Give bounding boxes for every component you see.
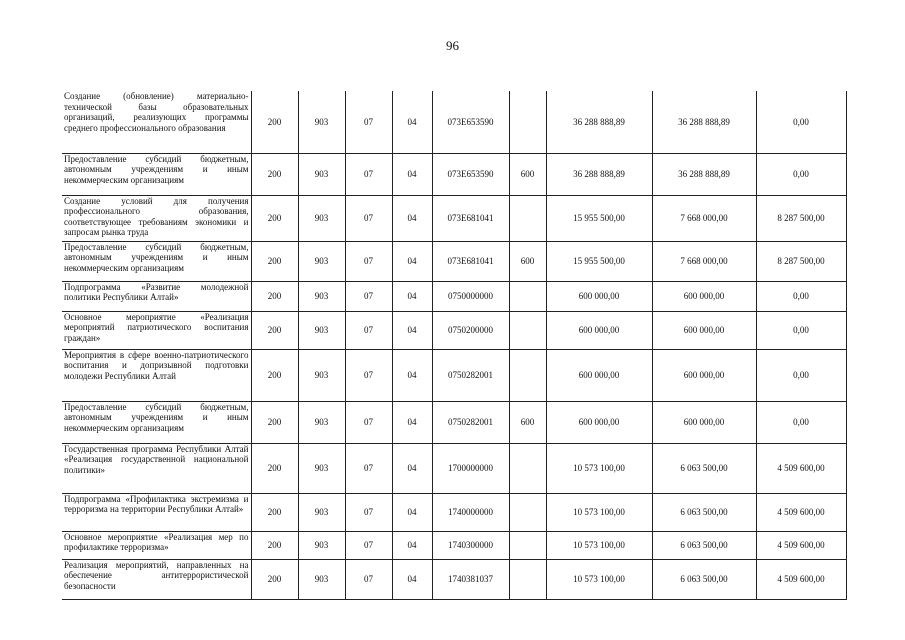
cell-ministry-code: 903: [298, 349, 345, 401]
cell-ministry-code: 903: [298, 493, 345, 531]
cell-target-code: 1740300000: [432, 531, 509, 559]
cell-sum-total: 600 000,00: [546, 281, 652, 311]
cell-ministry-code: 903: [298, 443, 345, 493]
cell-subsection: 04: [392, 153, 432, 195]
cell-name: Подпрограмма «Профилактика экстремизма и терроризма на территории Республики Алтай»: [62, 493, 251, 531]
cell-target-code: 0750282001: [432, 401, 509, 443]
cell-subsection: 04: [392, 195, 432, 241]
cell-expense-type: 600: [509, 241, 546, 281]
budget-table: [62, 91, 847, 600]
table-row: [62, 443, 846, 493]
cell-section: 07: [345, 401, 392, 443]
cell-target-code: 073Е653590: [432, 153, 509, 195]
table-row: [62, 281, 846, 311]
cell-sum-total: 10 573 100,00: [546, 493, 652, 531]
cell-section: 07: [345, 91, 392, 153]
cell-sum-federal: 600 000,00: [652, 349, 756, 401]
cell-subsection: 04: [392, 493, 432, 531]
cell-ministry-code: 903: [298, 241, 345, 281]
cell-col-1: 200: [251, 401, 298, 443]
cell-sum-federal: 6 063 500,00: [652, 443, 756, 493]
cell-col-1: 200: [251, 559, 298, 599]
cell-expense-type: [509, 195, 546, 241]
table-body: [62, 91, 846, 599]
cell-section: 07: [345, 153, 392, 195]
table-row: [62, 559, 846, 599]
cell-expense-type: 600: [509, 401, 546, 443]
cell-subsection: 04: [392, 241, 432, 281]
cell-ministry-code: 903: [298, 531, 345, 559]
cell-section: 07: [345, 559, 392, 599]
cell-ministry-code: 903: [298, 311, 345, 349]
cell-col-1: 200: [251, 443, 298, 493]
cell-expense-type: [509, 311, 546, 349]
cell-sum-federal: 36 288 888,89: [652, 91, 756, 153]
cell-expense-type: [509, 531, 546, 559]
cell-target-code: 1700000000: [432, 443, 509, 493]
cell-expense-type: [509, 559, 546, 599]
cell-name: Предоставление субсидий бюджетным, автономным учреждениям и иным некоммерческим организациям: [62, 153, 251, 195]
table-row: [62, 531, 846, 559]
cell-sum-regional: 4 509 600,00: [756, 559, 846, 599]
cell-sum-federal: 6 063 500,00: [652, 531, 756, 559]
cell-sum-federal: 7 668 000,00: [652, 195, 756, 241]
table-row: [62, 349, 846, 401]
cell-sum-regional: 4 509 600,00: [756, 493, 846, 531]
table-row: [62, 241, 846, 281]
cell-expense-type: [509, 493, 546, 531]
cell-expense-type: [509, 91, 546, 153]
cell-section: 07: [345, 349, 392, 401]
cell-sum-federal: 6 063 500,00: [652, 493, 756, 531]
cell-sum-federal: 600 000,00: [652, 401, 756, 443]
cell-sum-total: 36 288 888,89: [546, 91, 652, 153]
cell-target-code: 1740381037: [432, 559, 509, 599]
cell-expense-type: [509, 349, 546, 401]
cell-name: Предоставление субсидий бюджетным, автономным учреждениям и иным некоммерческим организациям: [62, 401, 251, 443]
cell-subsection: 04: [392, 311, 432, 349]
cell-sum-regional: 0,00: [756, 281, 846, 311]
cell-target-code: 0750282001: [432, 349, 509, 401]
cell-section: 07: [345, 311, 392, 349]
cell-sum-federal: 600 000,00: [652, 311, 756, 349]
cell-sum-total: 15 955 500,00: [546, 241, 652, 281]
cell-section: 07: [345, 241, 392, 281]
cell-sum-total: 600 000,00: [546, 401, 652, 443]
cell-name: Основное мероприятие «Реализация мер по профилактике терроризма»: [62, 531, 251, 559]
cell-sum-regional: 4 509 600,00: [756, 443, 846, 493]
cell-name: Предоставление субсидий бюджетным, автономным учреждениям и иным некоммерческим организациям: [62, 241, 251, 281]
cell-col-1: 200: [251, 531, 298, 559]
cell-name: Создание (обновление) материально-технической базы образовательных организаций, реализующих программы среднего профессионального образования: [62, 91, 251, 153]
cell-sum-federal: 600 000,00: [652, 281, 756, 311]
cell-col-1: 200: [251, 241, 298, 281]
cell-sum-federal: 7 668 000,00: [652, 241, 756, 281]
cell-sum-regional: 0,00: [756, 91, 846, 153]
cell-col-1: 200: [251, 195, 298, 241]
cell-subsection: 04: [392, 531, 432, 559]
cell-sum-total: 10 573 100,00: [546, 443, 652, 493]
cell-sum-total: 10 573 100,00: [546, 559, 652, 599]
cell-sum-regional: 0,00: [756, 401, 846, 443]
cell-sum-regional: 0,00: [756, 349, 846, 401]
cell-sum-total: 36 288 888,89: [546, 153, 652, 195]
table-row: [62, 401, 846, 443]
cell-col-1: 200: [251, 493, 298, 531]
cell-section: 07: [345, 493, 392, 531]
cell-col-1: 200: [251, 153, 298, 195]
cell-section: 07: [345, 195, 392, 241]
cell-section: 07: [345, 531, 392, 559]
cell-subsection: 04: [392, 443, 432, 493]
cell-subsection: 04: [392, 91, 432, 153]
table-row: [62, 311, 846, 349]
cell-ministry-code: 903: [298, 559, 345, 599]
table-row: [62, 153, 846, 195]
cell-subsection: 04: [392, 559, 432, 599]
cell-name: Создание условий для получения профессионального образования, соответствующее требованиям экономики и запросам рынка труда: [62, 195, 251, 241]
cell-name: Государственная программа Республики Алтай «Реализация государственной национальной политики»: [62, 443, 251, 493]
page-number: 96: [446, 38, 459, 53]
cell-expense-type: 600: [509, 153, 546, 195]
cell-ministry-code: 903: [298, 153, 345, 195]
cell-target-code: 1740000000: [432, 493, 509, 531]
cell-col-1: 200: [251, 281, 298, 311]
cell-subsection: 04: [392, 281, 432, 311]
cell-target-code: 073Е681041: [432, 241, 509, 281]
cell-subsection: 04: [392, 349, 432, 401]
cell-sum-total: 600 000,00: [546, 311, 652, 349]
cell-sum-regional: 8 287 500,00: [756, 195, 846, 241]
cell-target-code: 073Е653590: [432, 91, 509, 153]
cell-section: 07: [345, 443, 392, 493]
cell-expense-type: [509, 443, 546, 493]
cell-sum-total: 600 000,00: [546, 349, 652, 401]
cell-sum-regional: 4 509 600,00: [756, 531, 846, 559]
cell-col-1: 200: [251, 349, 298, 401]
cell-name: Подпрограмма «Развитие молодежной политики Республики Алтай»: [62, 281, 251, 311]
cell-sum-federal: 36 288 888,89: [652, 153, 756, 195]
cell-col-1: 200: [251, 91, 298, 153]
cell-sum-total: 15 955 500,00: [546, 195, 652, 241]
cell-sum-federal: 6 063 500,00: [652, 559, 756, 599]
cell-target-code: 0750000000: [432, 281, 509, 311]
cell-name: Основное мероприятие «Реализация мероприятий патриотического воспитания граждан»: [62, 311, 251, 349]
cell-expense-type: [509, 281, 546, 311]
cell-name: Реализация мероприятий, направленных на обеспечение антитеррористической безопасности: [62, 559, 251, 599]
cell-ministry-code: 903: [298, 281, 345, 311]
cell-ministry-code: 903: [298, 91, 345, 153]
cell-sum-regional: 0,00: [756, 153, 846, 195]
cell-ministry-code: 903: [298, 401, 345, 443]
cell-subsection: 04: [392, 401, 432, 443]
cell-sum-regional: 0,00: [756, 311, 846, 349]
cell-sum-total: 10 573 100,00: [546, 531, 652, 559]
table-row: [62, 91, 846, 153]
cell-target-code: 0750200000: [432, 311, 509, 349]
table-row: [62, 195, 846, 241]
cell-section: 07: [345, 281, 392, 311]
cell-col-1: 200: [251, 311, 298, 349]
cell-sum-regional: 8 287 500,00: [756, 241, 846, 281]
cell-name: Мероприятия в сфере военно-патриотического воспитания и допризывной подготовки молодежи Республики Алтай: [62, 349, 251, 401]
table-row: [62, 493, 846, 531]
cell-ministry-code: 903: [298, 195, 345, 241]
cell-target-code: 073Е681041: [432, 195, 509, 241]
